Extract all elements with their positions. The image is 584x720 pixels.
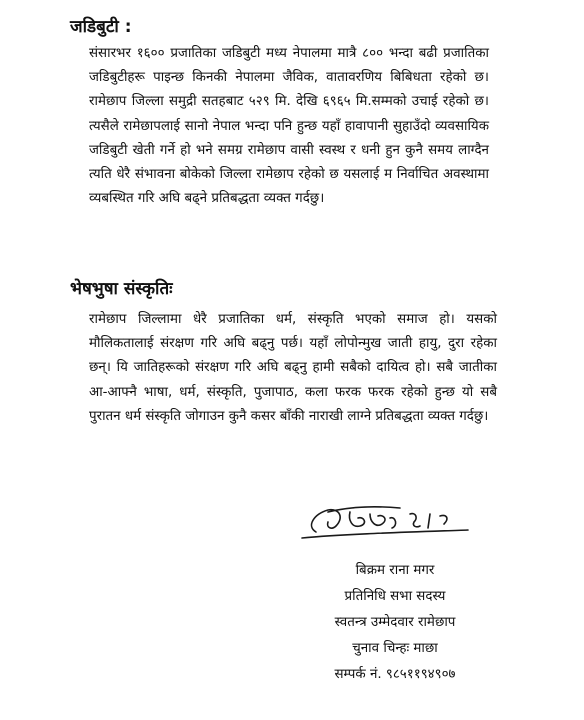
section-body-culture: रामेछाप जिल्लामा धेरै प्रजातिका धर्म, संस्कृति भएको समाज हो। यसको मौलिकतालाई संरक्षण गरि अघि बढ्नु पर्छ। यहाँ लोपोन्मुख जाती हायु, दुरा रहेका छन्। यि जातिहरूको संरक्षण गरि अघि बढ्नु हामी सबैको दायित्व हो। सबै जातीका आ-आफ्नै भाषा, धर्म, संस्कृति, पुजापाठ, कला फरक फरक रहेको हुन्छ यो सबै पुरातन धर्म संस्कृति जोगाउन कुनै कसर बाँकी नाराखी लाग्ने प्रतिबद्धता व्यक्त गर्दछु।: [89, 312, 497, 424]
section-body-herbs: संसारभर १६०० प्रजातिका जडिबुटी मध्य नेपालमा मात्रै ८०० भन्दा बढी प्रजातिका जडिबुटीहरू पाइन्छ किनकी नेपालमा जैविक, वातावरणिय बिबिधता रहेको छ। रामेछाप जिल्ला समुद्री सतहबाट ५२९ मि. देखि ६९६५ मि.सम्मको उचाई रहेको छ। त्यसैले रामेछापलाई सानो नेपाल भन्दा पनि हुन्छ यहाँ हावापानी सुहाउँदो व्यवसायिक जडिबुटी खेती गर्ने हो भने समग्र रामेछाप वासी स्वस्थ र धनी हुन कुनै समय लाग्दैन त्यति धेरै संभावना बोकेको जिल्ला रामेछाप रहेको छ यसलाई म निर्वाचित अवस्थामा व्यबस्थित गरि अघि बढ्ने प्रतिबद्धता व्यक्त गर्दछु।: [89, 46, 489, 207]
signature-block: [275, 558, 515, 688]
candidate-name: बिक्रम राना मगर: [355, 563, 435, 578]
section-heading-herbs: जडिबुटी :: [70, 17, 132, 37]
section-heading-culture: भेषभुषा संस्कृतिः: [70, 279, 173, 299]
candidate-title: प्रतिनिधि सभा सदस्य: [344, 589, 446, 604]
election-symbol: चुनाव चिन्हः माछा: [352, 641, 438, 656]
contact-number: सम्पर्क नं. ९८५११९४९०७: [334, 667, 456, 682]
candidate-affiliation: स्वतन्त्र उम्मेदवार रामेछाप: [334, 615, 456, 630]
handwritten-signature: [292, 496, 482, 542]
